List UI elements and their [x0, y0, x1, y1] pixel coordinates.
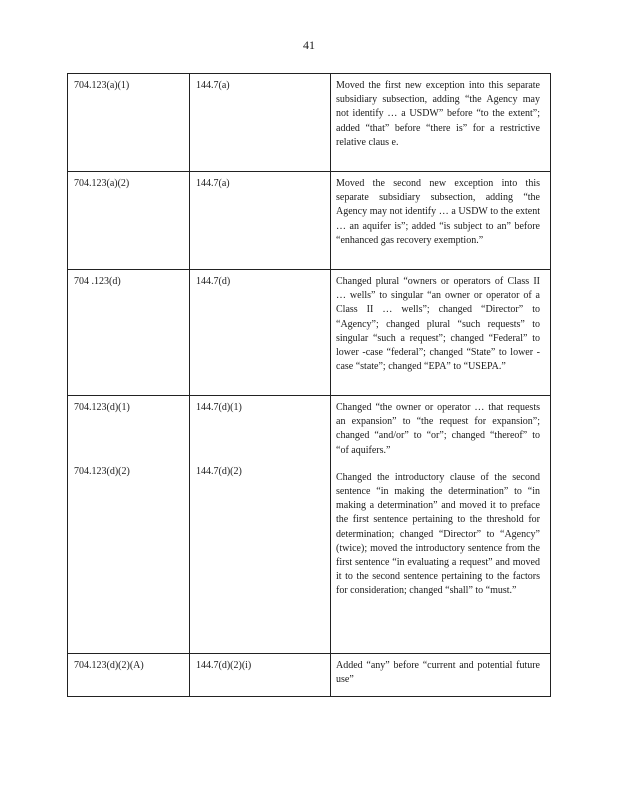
illinois-section-cell: [68, 396, 190, 654]
federal-section-text: 144.7(d)(2)(i): [196, 660, 252, 671]
illinois-section-cell: [68, 270, 190, 396]
comparison-table: [67, 73, 551, 697]
change-description-text: Changed “the owner or operator … that requests an expansion” to “the request for expansion”; changed “and/or” to “or”; changed “thereof” to “of aquifers.”: [336, 402, 540, 456]
illinois-section-text: 704.123(d)(2): [74, 466, 130, 478]
federal-section-cell: [190, 74, 331, 172]
change-description-cell: [331, 270, 551, 396]
change-description-cell: [331, 654, 551, 697]
federal-section-cell: [190, 396, 331, 654]
change-description-cell: [331, 172, 551, 270]
change-description-cell: [331, 396, 551, 654]
change-description-text: Moved the first new exception into this separate subsidiary subsection, adding “the Agency may not identify … a USDW” before “to the extent”; added “that” before “there is” for a restrictive relative claus e.: [336, 80, 540, 148]
change-description-text: Changed the introductory clause of the second sentence “in making the determination” to “in making a determination” and moved it to preface the first sentence pertaining to the threshold for determination; changed “Director” to “Agency” (twice); moved the introductory sentence from the first sentence “in evaluating a request” and moved it to the second sentence pertaining to the factors for consideration; changed “shall” to “must.”: [336, 471, 540, 597]
illinois-section-text: 704.123(a)(1): [74, 80, 130, 91]
illinois-section-cell: [68, 654, 190, 697]
illinois-section-cell: [68, 74, 190, 172]
federal-section-cell: [190, 654, 331, 697]
federal-section-text: 144.7(a): [196, 80, 230, 91]
illinois-section-text: 704.123(d)(2)(A): [74, 660, 144, 671]
illinois-section-text: 704 .123(d): [74, 276, 121, 287]
table-row: [68, 74, 551, 172]
federal-section-text: 144.7(a): [196, 178, 230, 189]
illinois-section-cell: [68, 172, 190, 270]
illinois-section-text: 704.123(a)(2): [74, 178, 130, 189]
illinois-section-text: 704.123(d)(1): [74, 402, 130, 413]
entry-spacer: [196, 415, 324, 465]
table-row: [68, 270, 551, 396]
change-description-text: Added “any” before “current and potential future use”: [336, 660, 540, 686]
table-row: [68, 172, 551, 270]
page-number: 41: [303, 38, 315, 52]
change-description-text: Moved the second new exception into this separate subsidiary subsection, adding “the Agency may not identify … a USDW to the extent … an aquifer is”; added “is subject to an” before “enhanced gas recovery exemption.”: [336, 178, 540, 246]
table-row: [68, 654, 551, 697]
federal-section-text: 144.7(d): [196, 276, 231, 287]
federal-section-cell: [190, 172, 331, 270]
federal-section-text: 144.7(d)(2): [196, 466, 242, 478]
federal-section-text: 144.7(d)(1): [196, 402, 242, 413]
change-description-text: Changed plural “owners or operators of Class II … wells” to singular “an owner or operator of a Class II … wells”; changed “Director” to “Agency”; changed plural “such requests” to singular “such a request”; changed “Federal” to lower -case “federal”; changed “State” to lower -case “state”; changed “EPA” to “USEPA.”: [336, 276, 540, 373]
table-row: [68, 396, 551, 654]
entry-spacer: [74, 415, 183, 465]
entry-spacer: [336, 458, 540, 471]
federal-section-cell: [190, 270, 331, 396]
change-description-cell: [331, 74, 551, 172]
